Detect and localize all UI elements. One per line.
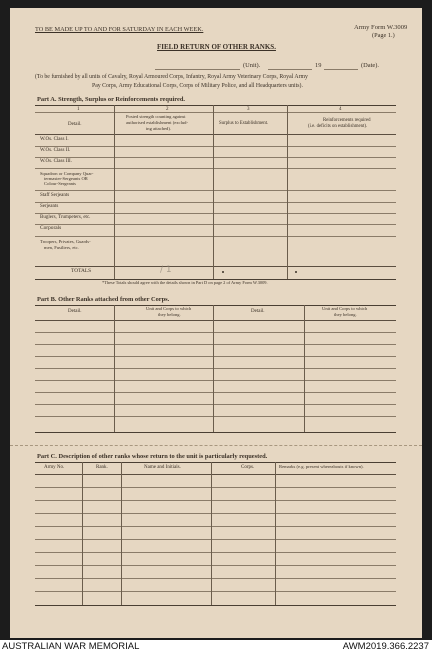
totals-asterisk-mark: [222, 271, 224, 273]
totals-label: TOTALS: [71, 268, 92, 274]
form-number: Army Form W.3009: [354, 24, 408, 31]
part-c-col-divider: [82, 462, 83, 605]
part-c-row-rule: [35, 565, 396, 566]
part-c-col-divider: [275, 462, 276, 605]
form-title: FIELD RETURN OF OTHER RANKS.: [157, 43, 276, 51]
part-a-body-end-rule: [35, 266, 396, 267]
part-b-col-divider: [213, 305, 214, 432]
part-a-num-rule: [35, 112, 396, 113]
part-c-col-divider: [211, 462, 212, 605]
part-c-col-name: Name and Initials.: [144, 465, 181, 470]
part-c-row-rule: [35, 487, 396, 488]
part-c-col-army-no: Army No.: [44, 465, 65, 470]
row-sqn-1: Squadron or Company Quar-: [40, 171, 94, 176]
part-c-row-rule: [35, 526, 396, 527]
part-c-row-rule: [35, 539, 396, 540]
col-number-3: 3: [247, 107, 250, 112]
row-rule: [35, 157, 396, 158]
row-staff: Staff Serjeants: [40, 193, 70, 198]
page-number: (Page 1.): [372, 32, 395, 39]
part-c-col-divider: [121, 462, 122, 605]
part-a-col-divider: [114, 105, 115, 279]
date-fill-line-2: [324, 69, 358, 70]
col-header-reinf-1: Reinforcements required: [323, 118, 371, 123]
paper-fold-line: [10, 445, 422, 446]
footer-institution: AUSTRALIAN WAR MEMORIAL: [2, 641, 140, 652]
date-label: (Date).: [361, 62, 379, 69]
row-rule: [35, 168, 396, 169]
part-c-col-remarks: Remarks (e.g. present whereabouts if known).: [279, 464, 364, 469]
part-c-row-rule: [35, 513, 396, 514]
row-wo3: W.Os. Class III.: [40, 159, 72, 164]
part-b-bottom-rule: [35, 432, 396, 433]
part-b-unit-2-line1: Unit and Corps to which: [322, 306, 368, 311]
part-b-row-rule: [35, 356, 396, 357]
part-b-row-rule: [35, 332, 396, 333]
totals-asterisk-mark: [295, 271, 297, 273]
row-troopers-2: men, Fusiliers, etc.: [44, 245, 79, 250]
col-header-posted-1: Posted strength counting against: [126, 114, 186, 119]
part-b-unit-1-line1: Unit and Corps to which: [146, 306, 192, 311]
row-rule: [35, 190, 396, 191]
form-page: [10, 8, 422, 638]
pencil-mark: / 1: [160, 265, 172, 275]
row-rule: [35, 146, 396, 147]
instruction-line-1: (To be furnished by all units of Cavalry, Royal Armoured Corps, Infantry, Royal Army Veterinary Corps, Royal Army: [35, 74, 308, 80]
part-c-top-rule: [35, 462, 396, 463]
part-a-footnote: *These Totals should agree with the details shown in Part D on page 2 of Army Form W.3009.: [102, 280, 268, 285]
date-fill-line: [268, 69, 312, 70]
row-sqn-2: termaster-Sergeants OR: [44, 176, 88, 181]
col-header-posted-3: ing attached).: [146, 126, 171, 131]
row-corporals: Corporals: [40, 225, 62, 231]
part-b-row-rule: [35, 380, 396, 381]
part-b-unit-1-line2: they belong.: [158, 312, 181, 317]
col-header-surplus: Surplus to Establishment.: [219, 121, 269, 126]
part-c-row-rule: [35, 578, 396, 579]
part-b-detail-1: Detail.: [68, 309, 82, 314]
part-c-heading: Part C. Description of other ranks whose return to the unit is particularly requested.: [37, 453, 268, 460]
unit-label: (Unit).: [243, 62, 261, 69]
part-c-row-rule: [35, 552, 396, 553]
row-serjeants: Serjeants: [40, 204, 59, 209]
col-number-4: 4: [339, 107, 342, 112]
part-b-row-rule: [35, 344, 396, 345]
instruction-line-2: Pay Corps, Army Educational Corps, Corps of Military Police, and all Headquarters units).: [92, 83, 303, 89]
unit-fill-line: [155, 69, 240, 70]
row-wo1: W.Os. Class I.: [40, 137, 69, 142]
row-buglers: Buglers, Trumpeters, etc.: [40, 215, 91, 220]
col-number-1: 1: [77, 107, 80, 112]
row-rule: [35, 224, 396, 225]
row-rule: [35, 213, 396, 214]
col-header-detail: Detail.: [68, 122, 82, 127]
part-a-heading: Part A. Strength, Surplus or Reinforcements required.: [37, 96, 185, 103]
part-b-row-rule: [35, 368, 396, 369]
row-sqn-3: Colour-Sergeants: [44, 181, 76, 186]
part-a-col-divider: [213, 105, 214, 279]
year-prefix: 19: [315, 62, 322, 69]
col-header-posted-2: authorised establishment (exclud-: [126, 120, 188, 125]
part-c-row-rule: [35, 500, 396, 501]
part-b-row-rule: [35, 416, 396, 417]
part-b-header-rule: [35, 320, 396, 321]
part-c-col-corps: Corps.: [241, 465, 255, 470]
part-c-header-rule: [35, 474, 396, 475]
col-header-reinf-2: (i.e. deficits on establishment).: [308, 124, 368, 129]
part-b-col-divider: [304, 305, 305, 432]
header-note: TO BE MADE UP TO AND FOR SATURDAY IN EACH WEEK.: [35, 26, 204, 33]
archive-footer: [0, 640, 432, 653]
part-c-col-rank: Rank.: [96, 465, 108, 470]
part-a-header-rule: [35, 134, 396, 135]
part-c-row-rule: [35, 591, 396, 592]
row-troopers-1: Troopers, Privates, Guards-: [40, 239, 91, 244]
part-a-top-rule: [35, 105, 396, 106]
part-b-row-rule: [35, 404, 396, 405]
part-b-heading: Part B. Other Ranks attached from other Corps.: [37, 296, 170, 303]
footer-accession-number: AWM2019.366.2237: [342, 641, 429, 652]
part-b-unit-2-line2: they belong.: [334, 312, 357, 317]
part-b-col-divider: [114, 305, 115, 432]
row-rule: [35, 236, 396, 237]
part-a-col-divider: [287, 105, 288, 279]
row-wo2: W.Os. Class II.: [40, 148, 71, 153]
part-b-row-rule: [35, 392, 396, 393]
part-b-detail-2: Detail.: [251, 309, 265, 314]
row-rule: [35, 202, 396, 203]
part-c-bottom-rule: [35, 605, 396, 606]
col-number-2: 2: [166, 107, 169, 112]
